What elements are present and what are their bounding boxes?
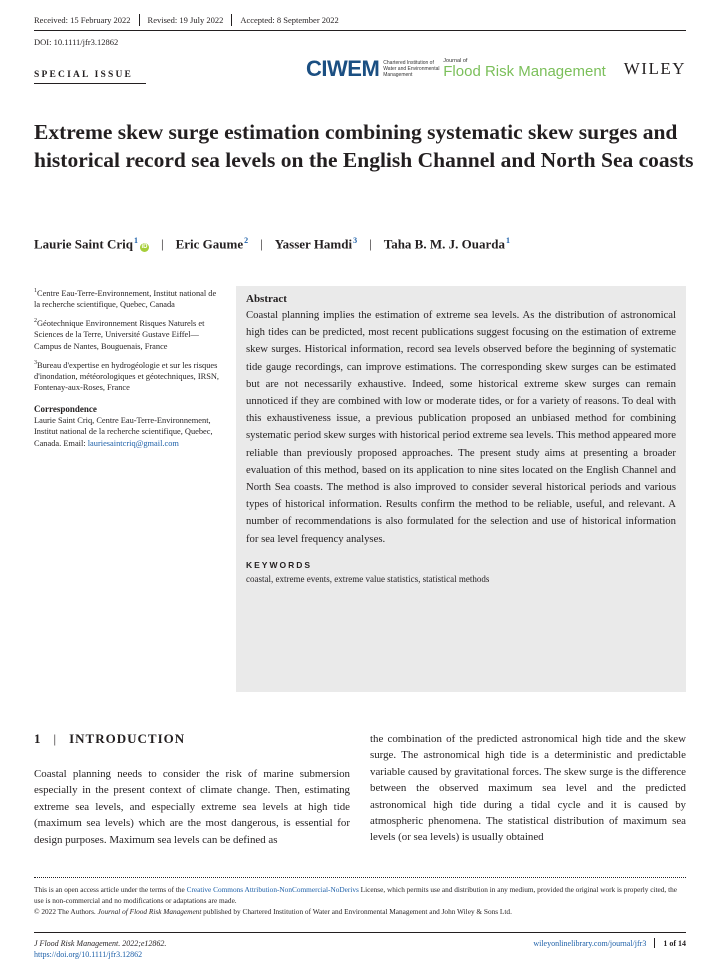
license-divider xyxy=(34,877,686,878)
doi: DOI: 10.1111/jfr3.12862 xyxy=(34,37,119,47)
author[interactable] xyxy=(176,236,249,252)
ciwem-logo: CIWEM xyxy=(306,56,380,81)
wiley-logo: WILEY xyxy=(623,59,686,78)
journal-logo-main: Flood Risk Management xyxy=(443,63,606,80)
affiliation-text: Géotechnique Environnement Risques Naturels et Sciences de la Terre, Université Gustave Eiffel—Campus de Nantes, Bouguenais, France xyxy=(34,319,205,351)
journal-logo xyxy=(443,58,606,80)
license-line xyxy=(34,884,686,906)
author-separator: | xyxy=(369,236,372,252)
intro-text-left: Coastal planning needs to consider the risk of marine submersion especially in the present context of climate change. Then, estimating extreme sea levels, and especially extreme sea levels at high tide (maximum sea levels) which are the most dangerous, is essential for design purposes. Maximum sea levels can be defined as xyxy=(34,768,350,846)
affiliation-text: Centre Eau-Terre-Environnement, Institut national de la recherche scientifique, Quebec, Canada xyxy=(34,288,217,310)
affiliation xyxy=(34,358,224,394)
section-separator: | xyxy=(53,731,58,746)
license-text: License, which permits use and distribution in any medium, provided the original work is properly cited, the use is non-commercial and no modifications or adaptations are made. xyxy=(34,885,677,905)
author[interactable] xyxy=(34,236,149,252)
accepted-date: Accepted: 8 September 2022 xyxy=(240,15,339,25)
author-name: Eric Gaume xyxy=(175,236,244,252)
author-name: Yasser Hamdi xyxy=(274,236,353,252)
author-list xyxy=(34,236,694,252)
footer-rule xyxy=(34,932,686,933)
copyright-line xyxy=(34,906,686,917)
divider xyxy=(654,938,655,948)
correspondence-address: Laurie Saint Criq, Centre Eau-Terre-Environnement, Institut national de la recherche scientifique, Quebec, Canada. xyxy=(34,416,213,448)
ciwem-logo-subtitle: Chartered Institution of Water and Environmental Management xyxy=(383,60,440,78)
author-name: Taha B. M. J. Ouarda xyxy=(383,236,505,252)
intro-text-right: the combination of the predicted astronomical high tide and the skew surge. The astronomical high tide is a deterministic and predictable variable caused by gravitational forces. The skew surge is the difference between the observed maximum sea level and the predicted astronomical high tide during a tidal cycle and it is caused by atmospheric phenomena. The statistical distribution of maximum sea levels (or sea levels) is usually obtained xyxy=(370,733,686,844)
affiliation xyxy=(34,286,224,310)
affiliation-number: 2 xyxy=(34,318,37,325)
section-label: SPECIAL ISSUE xyxy=(34,70,134,80)
affiliation xyxy=(34,316,224,352)
footer-citation xyxy=(34,938,166,960)
journal-name: Journal of Flood Risk Management xyxy=(97,907,202,916)
affiliation-number: 3 xyxy=(34,360,37,367)
affiliations xyxy=(34,286,224,449)
affiliation-number: 1 xyxy=(34,288,37,294)
revised-date: Revised: 19 July 2022 xyxy=(147,15,224,25)
copyright-text: published by Chartered Institution of Water and Environmental Management and John Wiley & Sons Ltd. xyxy=(201,907,512,916)
license-text: This is an open access article under the terms of the xyxy=(34,885,187,894)
citation: J Flood Risk Management. 2022;e12862. xyxy=(34,939,167,948)
header-rule xyxy=(34,30,686,31)
orcid-icon[interactable]: iD xyxy=(141,244,148,251)
article-title: Extreme skew surge estimation combining systematic skew surges and historical record sea levels on the English Channel and North Sea coasts xyxy=(34,120,694,172)
section-title: INTRODUCTION xyxy=(69,731,186,746)
author-name: Laurie Saint Criq xyxy=(34,236,133,252)
correspondence-text xyxy=(34,415,224,449)
journal-logo-small: Journal of xyxy=(443,58,468,64)
author[interactable] xyxy=(275,236,357,252)
author-affiliation-ref: 3 xyxy=(353,236,358,245)
copyright-text: © 2022 The Authors. xyxy=(34,907,98,916)
article-dates xyxy=(34,14,347,26)
abstract-text: Coastal planning implies the estimation of extreme sea levels. As the distribution of astronomical high tides can be predicted, most recent publications suggest focusing on the estimation of extreme skew surges. Historical information, record sea levels observed before the beginning of systematic tide gauge recordings, can improve estimations. The corresponding skew surges can be estimated but are not necessarily exhaustive. Indeed, some historical extreme skew surges can remain unnoticed if they are combined with low or moderate tides, or for a variety of reasons. To deal with this exhaustiveness issue, a previous publication proposed an unbiased method for combining systematic period skew surges with historical period extreme sea levels. This method appeared more reliable than previously proposed approaches. The present study aims at presenting a broader evaluation of this method, based on its application to nine sites located on the English Channel and North Sea coasts. The method is also improved to consider several historical periods and various types of historical information. Results confirm the method to be reliable, useful, and relevant. A number of recommendations is also formulated for the selection and use of historical information for sea level frequency analyses. xyxy=(246,309,676,545)
author-affiliation-ref: 1 xyxy=(133,236,138,245)
logo-bar xyxy=(306,56,686,82)
abstract-box xyxy=(236,286,686,692)
author-affiliation-ref: 2 xyxy=(244,236,249,245)
abstract-heading: Abstract xyxy=(246,293,287,305)
correspondence-heading: Correspondence xyxy=(34,403,97,414)
doi-link[interactable]: https://doi.org/10.1111/jfr3.12862 xyxy=(34,950,143,959)
keywords: coastal, extreme events, extreme value statistics, statistical methods xyxy=(246,573,490,584)
author-separator: | xyxy=(160,236,164,252)
intro-heading xyxy=(34,731,185,747)
page-number: 1 of 14 xyxy=(663,938,686,948)
affiliation-text: Bureau d'expertise en hydrogéologie et sur les risques d'inondation, météorologiques et géotechniques, IRSN, Fontenay-aux-Roses, France xyxy=(34,360,220,393)
section-rule xyxy=(34,83,146,84)
footer-right xyxy=(533,938,686,948)
author-separator: | xyxy=(260,236,263,252)
license-notice xyxy=(34,884,686,917)
journal-site-link[interactable]: wileyonlinelibrary.com/journal/jfr3 xyxy=(533,938,647,948)
received-date: Received: 15 February 2022 xyxy=(34,15,131,25)
email-link[interactable]: lauriesaintcriq@gmail.com xyxy=(87,438,179,448)
cc-license-link[interactable]: Creative Commons Attribution-NonCommercial-NoDerivs xyxy=(186,885,359,894)
author[interactable] xyxy=(384,236,510,252)
section-number: 1 xyxy=(34,731,42,746)
email-label: Email: xyxy=(63,438,86,448)
author-affiliation-ref: 1 xyxy=(505,236,510,245)
keywords-heading: KEYWORDS xyxy=(246,559,313,570)
